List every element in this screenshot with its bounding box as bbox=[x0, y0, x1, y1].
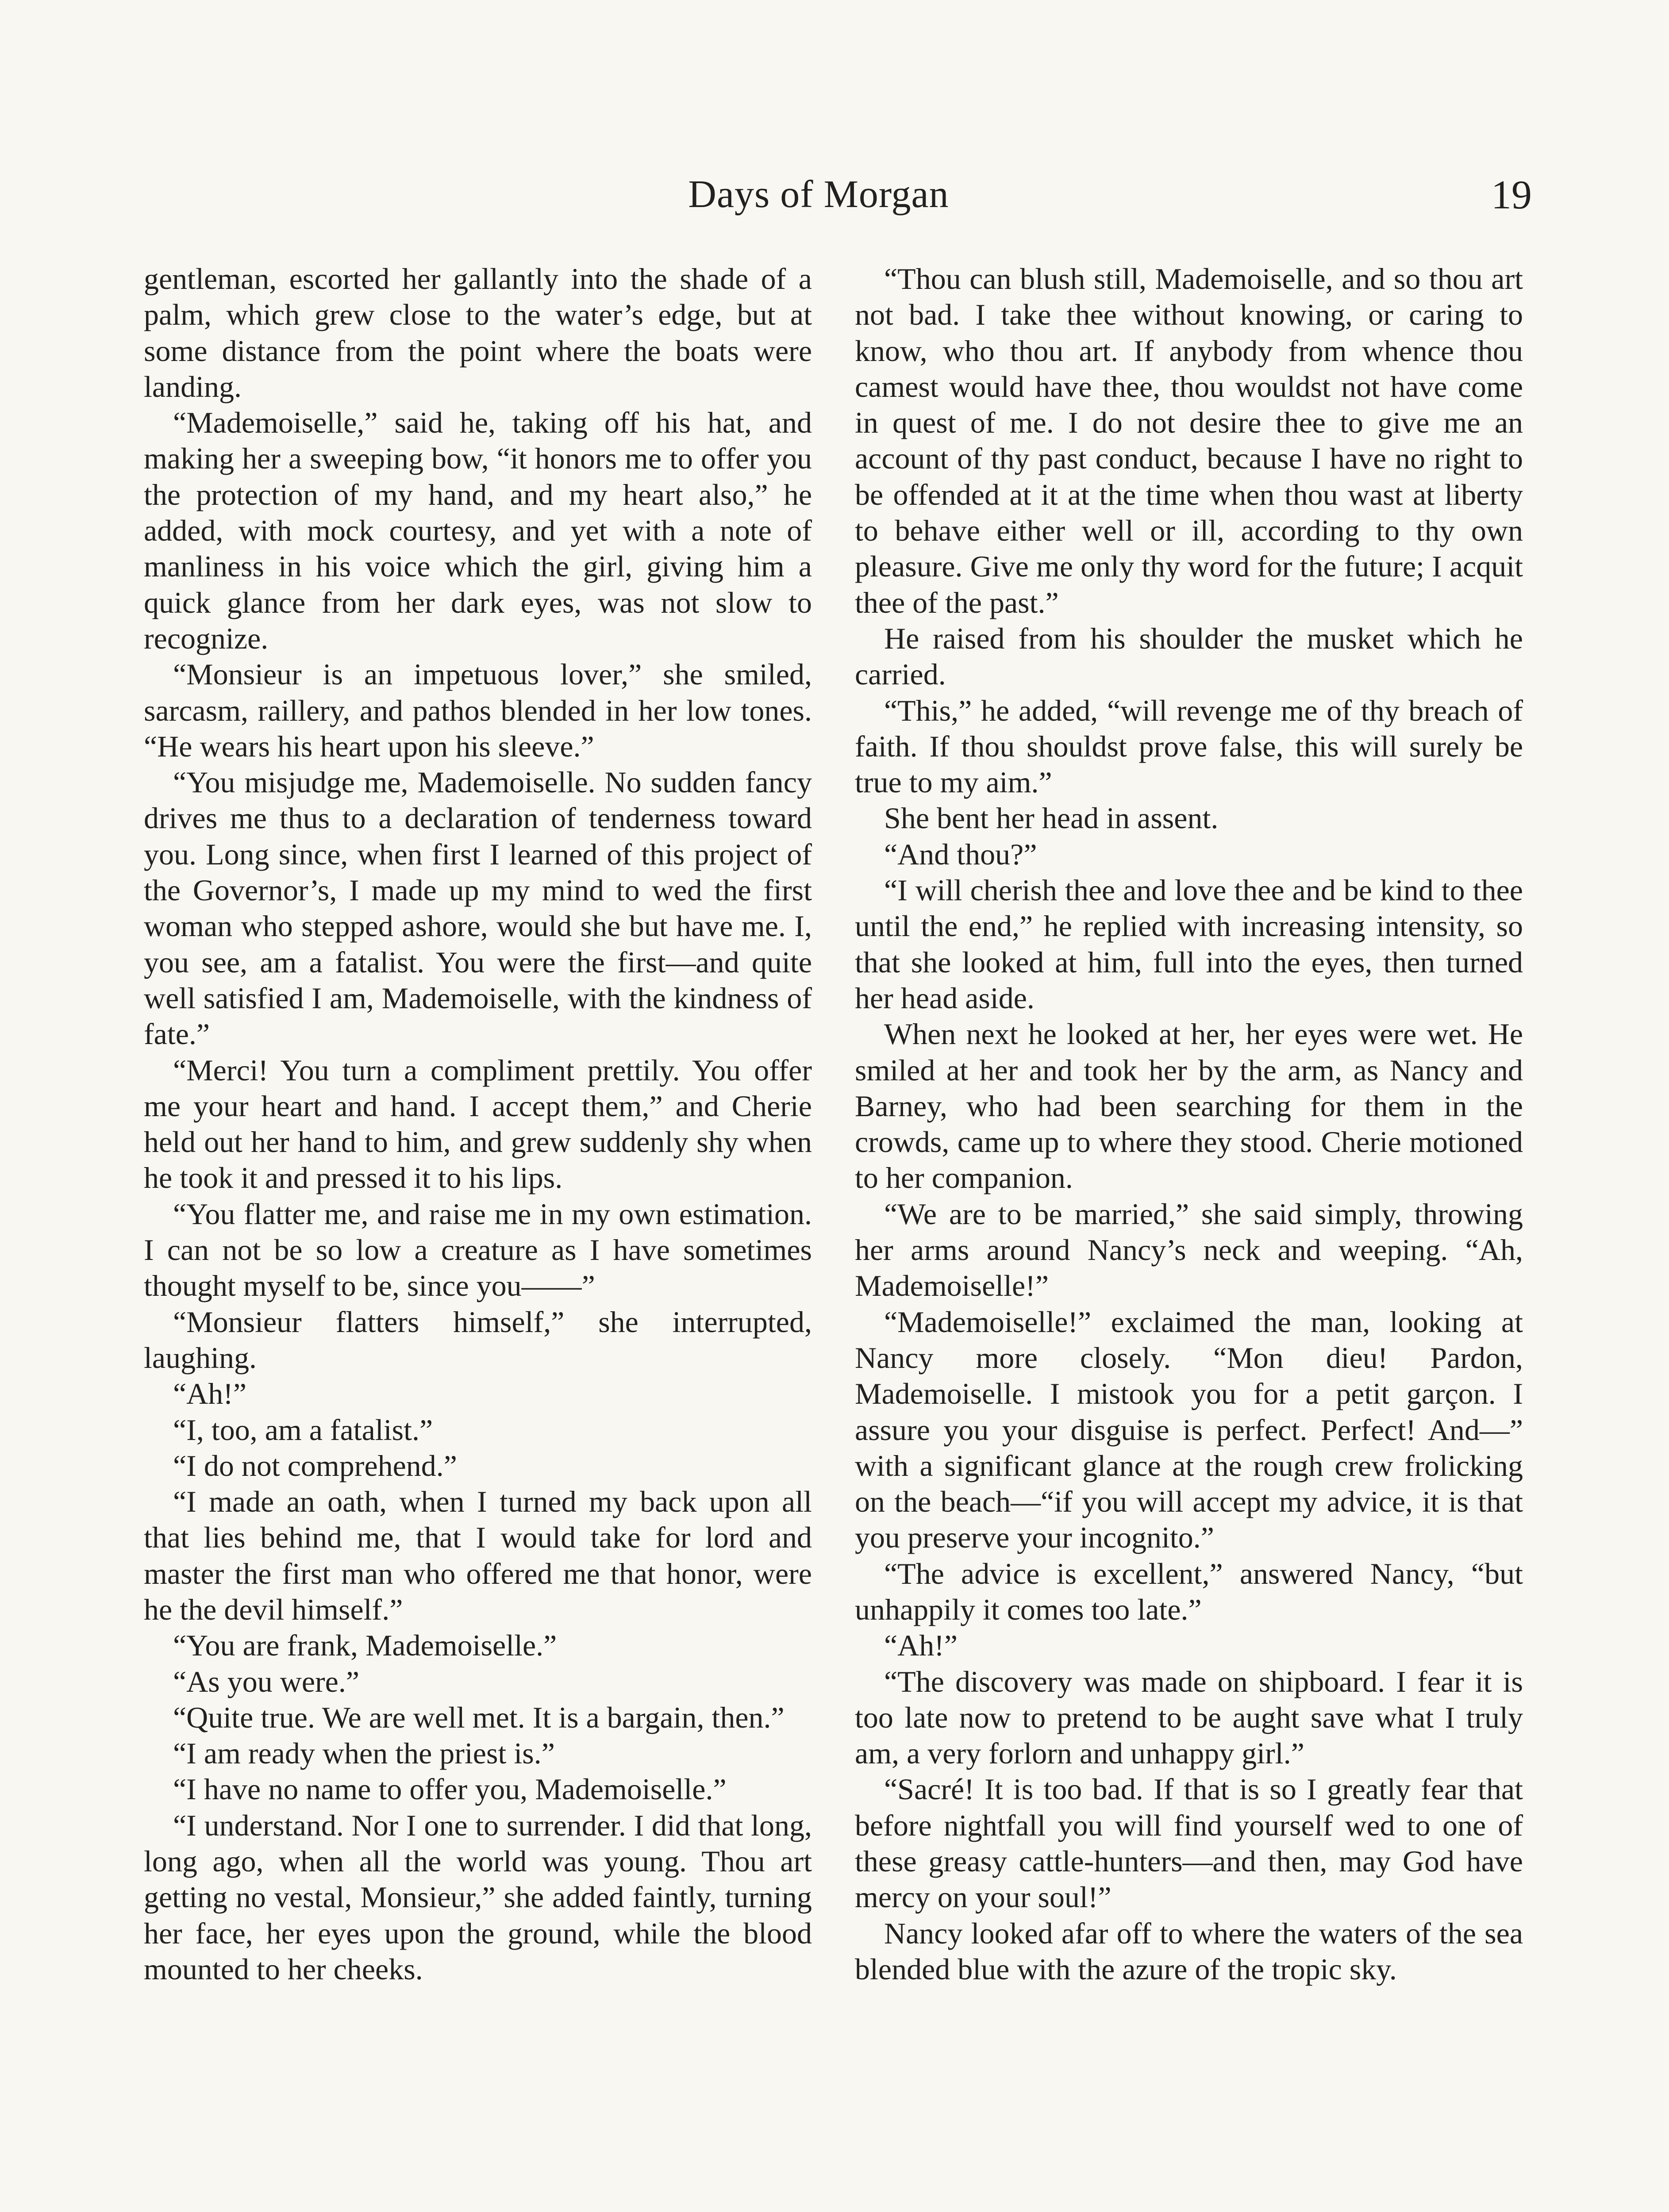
paragraph: “I will cherish thee and love thee and be kind to thee until the end,” he replied with increasing intensity, so that she looked at him, full into the eyes, then turned her head aside. bbox=[855, 873, 1523, 1015]
paragraph: “The advice is excellent,” answered Nancy, “but unhappily it comes too late.” bbox=[855, 1556, 1523, 1626]
paragraph: He raised from his shoulder the musket which he carried. bbox=[855, 621, 1523, 691]
paragraph: “I understand. Nor I one to surrender. I did that long, long ago, when all the world was young. Thou art getting no vestal, Monsieur,” she added faintly, turning her face, her eyes upon the ground, while the blood mounted to her cheeks. bbox=[144, 1808, 812, 1986]
left-column bbox=[144, 261, 812, 1987]
running-title: Days of Morgan bbox=[688, 173, 949, 216]
paragraph: “I, too, am a fatalist.” bbox=[173, 1413, 433, 1447]
paragraph: Nancy looked afar off to where the waters of the sea blended blue with the azure of the tropic sky. bbox=[855, 1916, 1523, 1986]
paragraph: “As you were.” bbox=[173, 1664, 360, 1698]
paragraph: “Ah!” bbox=[884, 1628, 958, 1663]
paragraph: “I am ready when the priest is.” bbox=[173, 1736, 555, 1770]
paragraph: “Quite true. We are well met. It is a bargain, then.” bbox=[173, 1700, 785, 1734]
paragraph: “Sacré! It is too bad. If that is so I greatly fear that before nightfall you will find yourself wed to one of these greasy cattle-hunters—and then, may God have mercy on your soul!” bbox=[855, 1772, 1523, 1914]
page-number: 19 bbox=[1491, 172, 1532, 217]
paragraph: “I do not comprehend.” bbox=[173, 1448, 457, 1482]
paragraph: “And thou?” bbox=[884, 837, 1037, 871]
paragraph: “Ah!” bbox=[173, 1377, 247, 1411]
paragraph: “Mademoiselle!” exclaimed the man, looking at Nancy more closely. “Mon dieu! Pardon, Mademoiselle. I mistook you for a petit garçon. I assure you your disguise is perfect. Perfect! And—” with a significant glance at the rough crew frolicking on the beach—“if you will accept my advice, it is that you preserve your incognito.” bbox=[855, 1305, 1523, 1555]
paragraph: She bent her head in assent. bbox=[884, 801, 1219, 835]
paragraph: “I made an oath, when I turned my back upon all that lies behind me, that I would take for lord and master the first man who offered me that honor, were he the devil himself.” bbox=[144, 1485, 812, 1626]
paragraph: “You flatter me, and raise me in my own estimation. I can not be so low a creature as I have sometimes thought myself to be, since you——” bbox=[144, 1197, 812, 1303]
paragraph: “Monsieur is an impetuous lover,” she smiled, sarcasm, raillery, and pathos blended in her low tones. “He wears his heart upon his sleeve.” bbox=[144, 657, 812, 763]
page-header bbox=[0, 170, 1669, 223]
paragraph: “We are to be married,” she said simply, throwing her arms around Nancy’s neck and weeping. “Ah, Mademoiselle!” bbox=[855, 1197, 1523, 1303]
paragraph: “This,” he added, “will revenge me of thy breach of faith. If thou shouldst prove false, this will surely be true to my aim.” bbox=[855, 693, 1523, 799]
paragraph: “Thou can blush still, Mademoiselle, and so thou art not bad. I take thee without knowing, or caring to know, who thou art. If anybody from whence thou camest would have thee, thou wouldst not have come in quest of me. I do not desire thee to give me an account of thy past conduct, because I have no right to be offended at it at the time when thou wast at liberty to behave either well or ill, according to thy own pleasure. Give me only thy word for the future; I acquit thee of the past.” bbox=[855, 262, 1523, 619]
paragraph: “Mademoiselle,” said he, taking off his hat, and making her a sweeping bow, “it honors me to offer you the protection of my hand, and my heart also,” he added, with mock courtesy, and yet with a note of manliness in his voice which the girl, giving him a quick glance from her dark eyes, was not slow to recognize. bbox=[144, 406, 812, 655]
right-column bbox=[855, 261, 1523, 1987]
paragraph: “You misjudge me, Mademoiselle. No sudden fancy drives me thus to a declaration of tenderness toward you. Long since, when first I learned of this project of the Governor’s, I made up my mind to wed the first woman who stepped ashore, would she but have me. I, you see, am a fatalist. You were the first—and quite well satisfied I am, Mademoiselle, with the kindness of fate.” bbox=[144, 765, 812, 1051]
paragraph: “Monsieur flatters himself,” she interrupted, laughing. bbox=[144, 1305, 812, 1375]
paragraph: “Merci! You turn a compliment prettily. You offer me your heart and hand. I accept them,” and Cherie held out her hand to him, and grew suddenly shy when he took it and pressed it to his lips. bbox=[144, 1053, 812, 1195]
paragraph: gentleman, escorted her gallantly into the shade of a palm, which grew close to the water’s edge, but at some distance from the point where the boats were landing. bbox=[144, 262, 812, 403]
paragraph: “You are frank, Mademoiselle.” bbox=[173, 1628, 557, 1663]
paragraph: “The discovery was made on shipboard. I fear it is too late now to pretend to be aught save what I truly am, a very forlorn and unhappy girl.” bbox=[855, 1664, 1523, 1770]
paragraph: When next he looked at her, her eyes were wet. He smiled at her and took her by the arm, as Nancy and Barney, who had been searching for them in the crowds, came up to where they stood. Cherie motioned to her companion. bbox=[855, 1017, 1523, 1195]
paragraph: “I have no name to offer you, Mademoiselle.” bbox=[173, 1772, 727, 1806]
